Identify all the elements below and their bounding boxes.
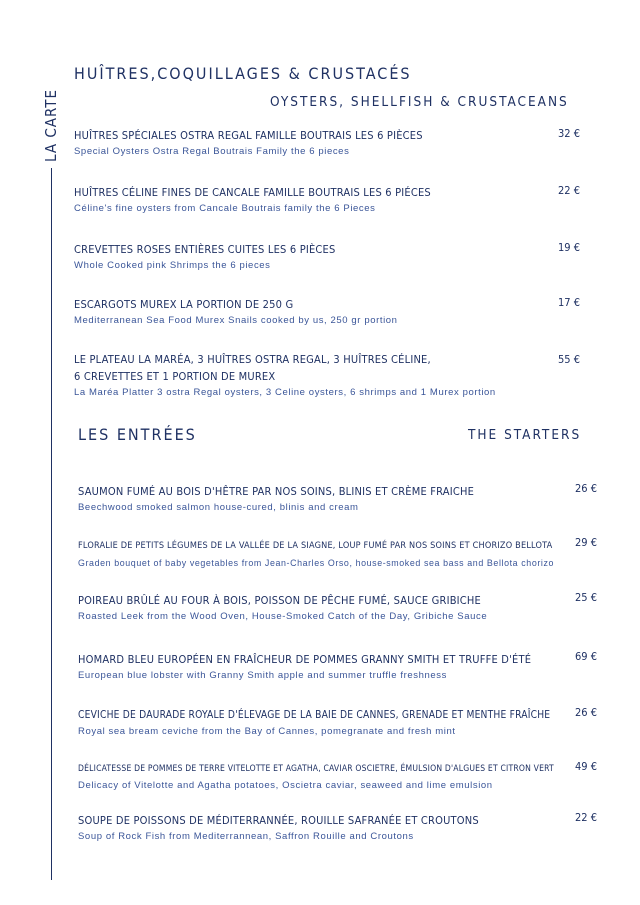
menu-item	[74, 184, 431, 216]
item-title-line2: 6 CREVETTES ET 1 PORTION DE MUREX	[74, 370, 276, 383]
starters-subtitle: THE STARTERS	[468, 427, 582, 443]
item-description: Delicacy of Vitelotte and Agatha potatoes, Oscietra caviar, seaweed and lime emulsion	[78, 780, 493, 791]
starters-title: LES ENTRÉES	[78, 425, 197, 444]
item-price: 29 €	[575, 536, 598, 549]
item-title: DÉLICATESSE DE POMMES DE TERRE VITELOTTE ET AGATHA, CAVIAR OSCIETRE, ÉMULSION D'ALGUES ET CITRON VERT	[78, 764, 554, 774]
item-title: HUÎTRES CÉLINE FINES DE CANCALE FAMILLE BOUTRAIS LES 6 PIÉCES	[74, 186, 431, 199]
menu-item	[74, 241, 335, 273]
item-price: 26 €	[575, 482, 598, 495]
item-description: La Maréa Platter 3 ostra Regal oysters, 3 Celine oysters, 6 shrimps and 1 Murex portion	[74, 387, 496, 398]
item-description: Soup of Rock Fish from Mediterrannean, Saffron Rouille and Croutons	[78, 831, 414, 842]
item-price: 55 €	[558, 353, 581, 366]
menu-item	[78, 812, 479, 844]
item-title: POIREAU BRÛLÉ AU FOUR À BOIS, POISSON DE PÊCHE FUMÉ, SAUCE GRIBICHE	[78, 594, 482, 607]
menu-item	[78, 483, 474, 515]
menu-item	[74, 296, 398, 328]
item-description: Special Oysters Ostra Regal Boutrais Family the 6 pieces	[74, 146, 350, 157]
item-title: ESCARGOTS MUREX LA PORTION DE 250 G	[74, 298, 294, 311]
menu-item	[78, 707, 550, 739]
item-price: 69 €	[575, 650, 598, 663]
menu-item	[78, 592, 487, 624]
item-price: 22 €	[558, 184, 581, 197]
item-price: 26 €	[575, 706, 598, 719]
item-title: FLORALIE DE PETITS LÉGUMES DE LA VALLÉE DE LA SIAGNE, LOUP FUMÉ PAR NOS SOINS ET CHORIZO BELLOTA	[78, 541, 553, 551]
item-title: HUÎTRES SPÉCIALES OSTRA REGAL FAMILLE BOUTRAIS LES 6 PIÈCES	[74, 129, 423, 142]
item-price: 22 €	[575, 811, 598, 824]
item-description: Céline's fine oysters from Cancale Boutrais family the 6 Pieces	[74, 203, 376, 214]
menu-item	[74, 351, 496, 400]
menu-item	[78, 538, 554, 570]
item-price: 19 €	[558, 241, 581, 254]
side-label-text: LA CARTE	[42, 88, 60, 162]
seafood-subtitle: OYSTERS, SHELLFISH & CRUSTACEANS	[270, 94, 569, 110]
item-title: CREVETTES ROSES ENTIÈRES CUITES LES 6 PIÈCES	[74, 243, 336, 256]
item-description: Whole Cooked pink Shrimps the 6 pieces	[74, 260, 271, 271]
side-label	[38, 80, 66, 160]
item-title: CEVICHE DE DAURADE ROYALE D'ÉLEVAGE DE LA BAIE DE CANNES, GRENADE ET MENTHE FRAÎCHE	[78, 710, 551, 721]
menu-item	[74, 127, 423, 159]
item-description: Mediterranean Sea Food Murex Snails cooked by us, 250 gr portion	[74, 315, 398, 326]
item-price: 32 €	[558, 127, 581, 140]
menu-item	[78, 761, 554, 793]
seafood-title: HUÎTRES,COQUILLAGES & CRUSTACÉS	[74, 64, 412, 83]
item-title: SAUMON FUMÉ AU BOIS D'HÊTRE PAR NOS SOINS, BLINIS ET CRÈME FRAICHE	[78, 485, 475, 498]
item-price: 17 €	[558, 296, 581, 309]
item-description: Royal sea bream ceviche from the Bay of Cannes, pomegranate and fresh mint	[78, 726, 456, 737]
item-description: Graden bouquet of baby vegetables from Jean-Charles Orso, house-smoked sea bass and Bellota chorizo	[78, 558, 555, 568]
item-title: LE PLATEAU LA MARÉA, 3 HUÎTRES OSTRA REGAL, 3 HUÎTRES CÉLINE,	[74, 353, 431, 366]
menu-item	[78, 651, 531, 683]
item-title: SOUPE DE POISSONS DE MÉDITERRANNÉE, ROUILLE SAFRANÉE ET CROUTONS	[78, 814, 479, 827]
item-description: Roasted Leek from the Wood Oven, House-Smoked Catch of the Day, Gribiche Sauce	[78, 611, 488, 622]
side-divider	[51, 168, 52, 880]
item-price: 25 €	[575, 591, 598, 604]
item-title: HOMARD BLEU EUROPÉEN EN FRAÎCHEUR DE POMMES GRANNY SMITH ET TRUFFE D'ÉTÉ	[78, 653, 532, 666]
item-description: European blue lobster with Granny Smith apple and summer truffle freshness	[78, 670, 447, 681]
item-description: Beechwood smoked salmon house-cured, blinis and cream	[78, 502, 359, 513]
item-price: 49 €	[575, 760, 598, 773]
